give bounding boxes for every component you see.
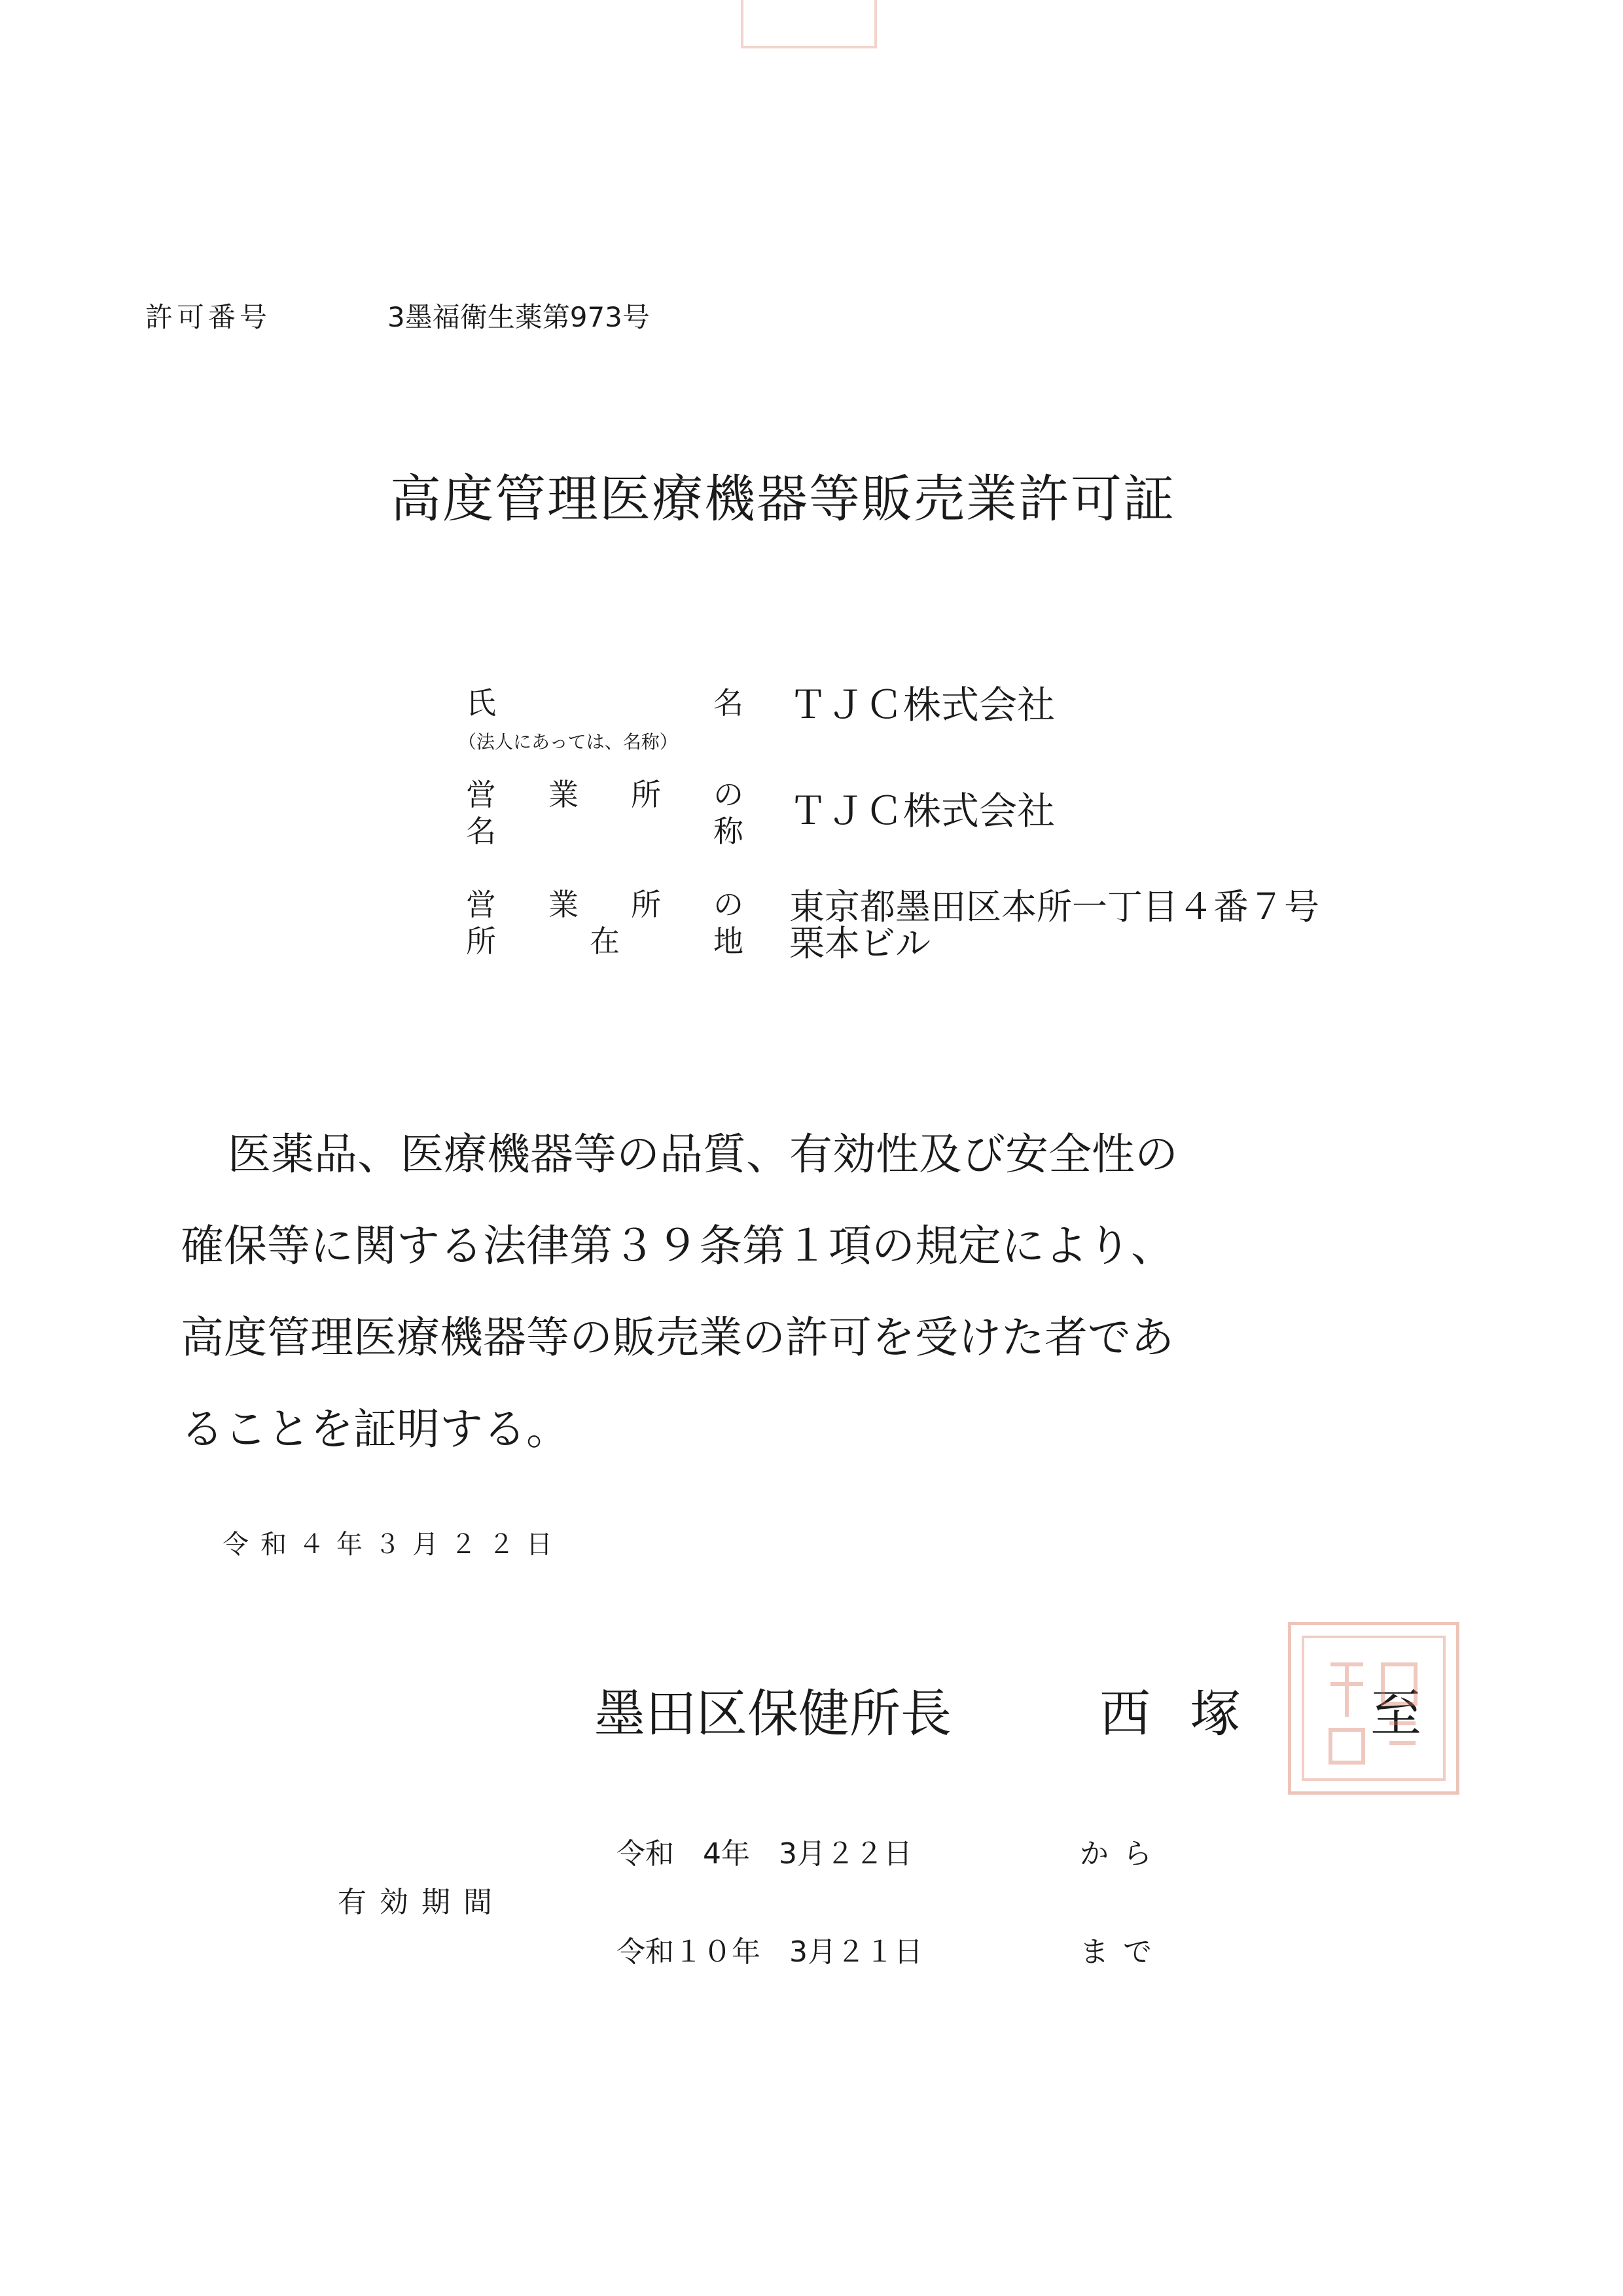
permit-number-value: 3墨福衛生薬第973号 <box>387 301 650 333</box>
field-label-char: 営 <box>466 887 496 922</box>
field-label-char: 地 <box>713 924 743 959</box>
field-value-name <box>789 683 1056 727</box>
field-label-row <box>466 813 743 850</box>
field-label-char: 在 <box>590 924 620 959</box>
field-label-char: 名 <box>466 814 496 849</box>
field-label-char: 氏 <box>466 685 496 721</box>
field-label-char: 名 <box>713 685 743 721</box>
validity-from-suffix: から <box>1080 1837 1166 1871</box>
certification-statement <box>181 1109 1332 1475</box>
field-value-office-name <box>789 789 1056 833</box>
field-value-line: 東京都墨田区本所一丁目４番７号 <box>789 886 1319 927</box>
field-label-char: 所 <box>631 777 661 812</box>
field-label-char: 業 <box>548 777 579 812</box>
field-label-office-name <box>466 776 743 850</box>
statement-line: ることを証明する。 <box>181 1404 569 1454</box>
field-label-char: の <box>713 887 743 922</box>
field-label-name <box>466 685 743 721</box>
statement-line: 医薬品、医療機器等の品質、有効性及び安全性の <box>228 1129 1178 1179</box>
seal-pattern <box>1291 1625 1456 1791</box>
document-title: 高度管理医療機器等販売業許可証 <box>390 470 1176 529</box>
field-label-char: 業 <box>548 887 579 922</box>
field-value-line: ＴＪＣ株式会社 <box>789 789 1056 833</box>
field-label-row <box>466 685 743 721</box>
issuer-name: 西塚 至 <box>1099 1685 1461 1744</box>
statement-line: 高度管理医療機器等の販売業の許可を受けた者であ <box>181 1312 1174 1363</box>
validity-from-date: 令和 4年 3月２２日 <box>616 1837 912 1871</box>
field-label-row <box>466 923 743 960</box>
field-label-office-address <box>466 886 743 960</box>
validity-to-date: 令和１０年 3月２１日 <box>616 1935 923 1969</box>
validity-to-suffix: まで <box>1080 1935 1166 1969</box>
field-label-char: の <box>713 777 743 812</box>
field-label-row <box>466 886 743 923</box>
field-label-char: 称 <box>713 814 743 849</box>
statement-line: 確保等に関する法律第３９条第１項の規定により、 <box>181 1221 1174 1271</box>
field-value-office-address <box>789 886 1319 964</box>
field-note-corporation: （法人にあっては、名称） <box>458 731 678 753</box>
validity-period-label: 有効期間 <box>338 1886 505 1919</box>
field-value-line: 栗本ビル <box>789 923 931 964</box>
official-seal-stamp <box>1288 1622 1459 1795</box>
field-label-row <box>466 776 743 813</box>
field-label-char: 所 <box>631 887 661 922</box>
field-label-char: 所 <box>466 924 496 959</box>
issue-date: 令和４年３月２２日 <box>223 1530 564 1560</box>
permit-number-label: 許可番号 <box>145 301 272 333</box>
field-label-char: 営 <box>466 777 496 812</box>
issuer-title: 墨田区保健所長 <box>594 1685 952 1744</box>
field-value-line: ＴＪＣ株式会社 <box>789 683 1056 727</box>
seal-stamp-top <box>741 0 877 48</box>
